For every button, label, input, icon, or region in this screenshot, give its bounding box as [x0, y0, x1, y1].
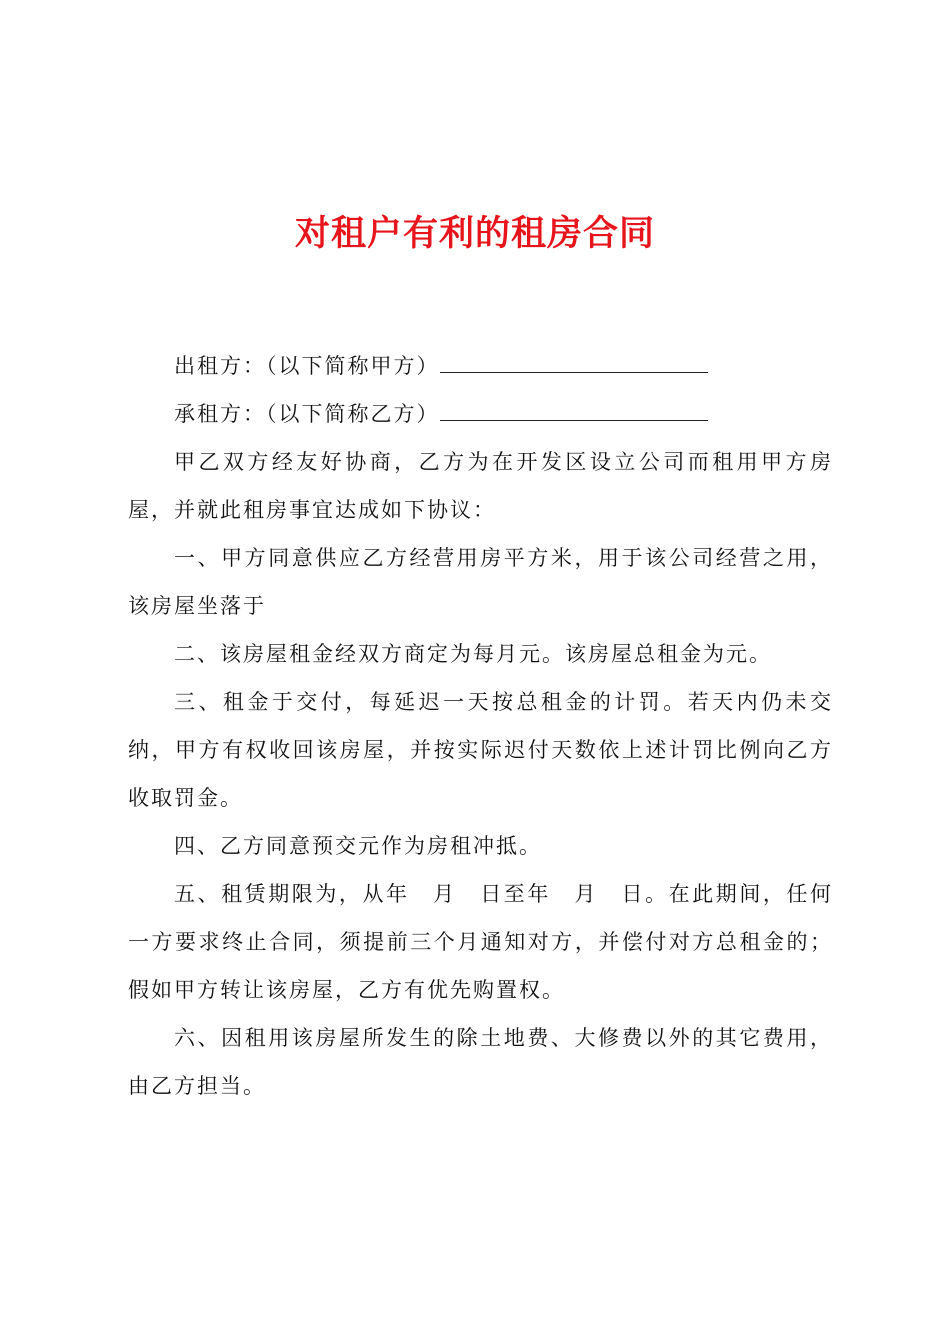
clause-3: 三、租金于交付，每延迟一天按总租金的计罚。若天内仍未交纳，甲方有权收回该房屋，并按实际迟付天数依上述计罚比例向乙方收取罚金。 — [128, 690, 833, 810]
clause-2: 二、该房屋租金经双方商定为每月元。该房屋总租金为元。 — [174, 642, 772, 666]
clause-1: 一、甲方同意供应乙方经营用房平方米，用于该公司经营之用，该房屋坐落于 — [128, 546, 833, 618]
clause-5: 五、租赁期限为，从年 月 日至年 月 日。在此期间，任何一方要求终止合同，须提前三个月通知对方，并偿付对方总租金的；假如甲方转让该房屋，乙方有优先购置权。 — [128, 882, 833, 1002]
lessor-line — [128, 342, 833, 390]
paragraph-intro: 甲乙双方经友好协商，乙方为在开发区设立公司而租用甲方房屋，并就此租房事宜达成如下协议： — [128, 450, 833, 522]
clause-6: 六、因租用该房屋所发生的除土地费、大修费以外的其它费用，由乙方担当。 — [128, 1026, 833, 1098]
document-title: 对租户有利的租房合同 — [294, 214, 655, 254]
lessee-blank — [440, 400, 708, 421]
clause-4: 四、乙方同意预交元作为房租冲抵。 — [174, 834, 542, 858]
contract-body — [128, 342, 833, 1110]
lessee-label: 承租方：（以下简称乙方） — [174, 402, 440, 426]
lessee-line — [128, 390, 833, 438]
lessor-blank — [440, 352, 708, 373]
lessor-label: 出租方：（以下简称甲方） — [174, 354, 440, 378]
